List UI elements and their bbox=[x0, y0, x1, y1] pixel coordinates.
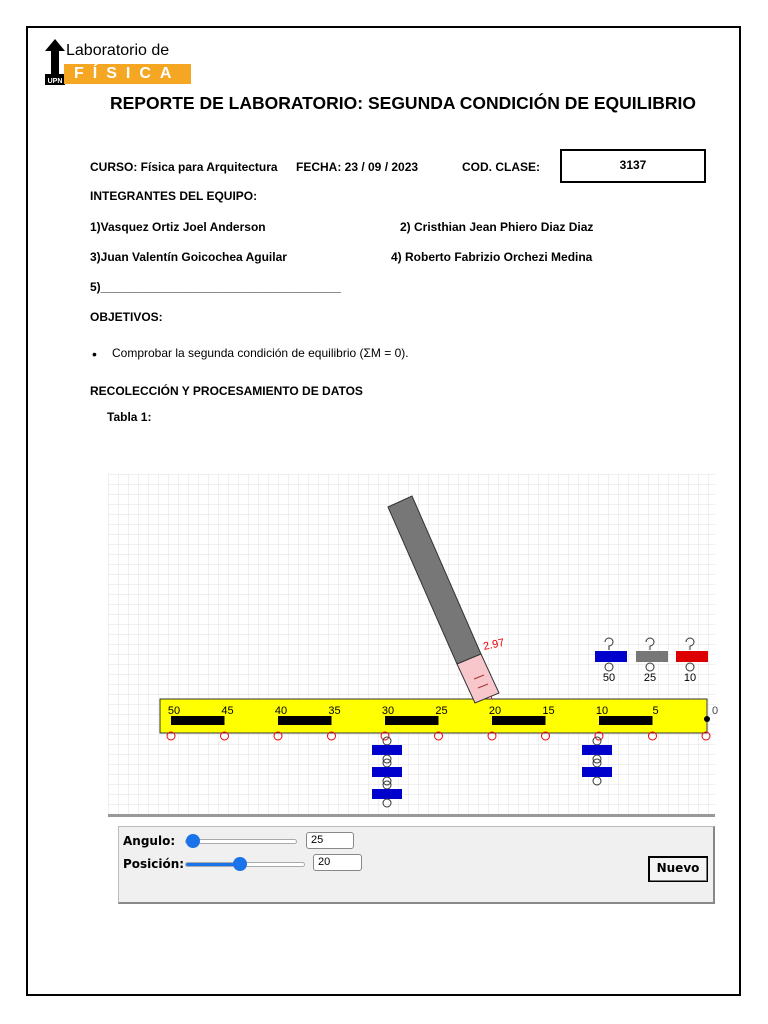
beam-tick-label: 20 bbox=[488, 705, 502, 717]
weight-mass bbox=[372, 745, 402, 755]
beam-segment bbox=[599, 716, 653, 725]
team-member-3: 3)Juan Valentín Goicochea Aguilar bbox=[90, 250, 287, 264]
fecha-text: FECHA: 23 / 09 / 2023 bbox=[296, 160, 419, 174]
bullet-marker: • bbox=[92, 346, 97, 362]
dynamometer-reading: 2.97 bbox=[482, 636, 506, 653]
posicion-input[interactable]: 20 bbox=[313, 854, 362, 871]
beam-tick-label: 10 bbox=[595, 705, 609, 717]
angulo-slider[interactable] bbox=[185, 839, 297, 844]
tabla-label: Tabla 1: bbox=[107, 410, 152, 424]
beam-tick-label: 15 bbox=[542, 705, 555, 717]
beam-segment bbox=[171, 716, 225, 725]
weight-mass bbox=[372, 789, 402, 799]
weight-mass bbox=[582, 767, 612, 777]
legend-mass bbox=[676, 651, 708, 662]
curso-text: CURSO: Física para Arquitectura bbox=[90, 160, 278, 174]
beam-segment bbox=[278, 716, 332, 725]
weight-mass bbox=[582, 745, 612, 755]
beam-pivot bbox=[704, 716, 710, 722]
legend-mass bbox=[595, 651, 627, 662]
legend-label: 50 bbox=[602, 672, 616, 684]
sim-bottom-edge bbox=[108, 814, 715, 817]
beam-tick-label: 5 bbox=[652, 705, 659, 717]
beam-tick-label: 35 bbox=[328, 705, 341, 717]
nuevo-button[interactable]: Nuevo bbox=[648, 856, 708, 882]
controls-panel bbox=[118, 826, 715, 904]
report-title: REPORTE DE LABORATORIO: SEGUNDA CONDICIÓN DE EQUILIBRIO bbox=[110, 93, 696, 113]
beam-segment bbox=[492, 716, 546, 725]
beam-end-label: 0 bbox=[712, 705, 719, 717]
datos-heading: RECOLECCIÓN Y PROCESAMIENTO DE DATOS bbox=[90, 384, 363, 398]
legend-mass bbox=[636, 651, 668, 662]
beam-tick-label: 30 bbox=[381, 705, 395, 717]
cod-clase-label: COD. CLASE: bbox=[462, 160, 540, 174]
team-member-5: 5)____________________________________ bbox=[90, 280, 341, 294]
beam-tick-label: 25 bbox=[435, 705, 448, 717]
beam-tick-label: 40 bbox=[274, 705, 288, 717]
beam-tick-label: 50 bbox=[167, 705, 181, 717]
legend-label: 10 bbox=[683, 672, 697, 684]
legend-label: 25 bbox=[643, 672, 657, 684]
beam-segment bbox=[385, 716, 439, 725]
upn-arrow-icon bbox=[44, 38, 66, 86]
angulo-slider-thumb[interactable] bbox=[186, 834, 200, 848]
posicion-slider-fill bbox=[186, 863, 239, 866]
upn-logo bbox=[44, 38, 204, 88]
team-member-2: 2) Cristhian Jean Phiero Diaz Diaz bbox=[400, 220, 594, 234]
objetivo-item: Comprobar la segunda condición de equilibrio (ΣM = 0). bbox=[112, 346, 409, 360]
logo-fisica-text: FÍSICA bbox=[64, 64, 191, 84]
cod-clase-box: 3137 bbox=[560, 149, 706, 183]
team-heading: INTEGRANTES DEL EQUIPO: bbox=[90, 189, 258, 203]
posicion-slider-thumb[interactable] bbox=[233, 857, 247, 871]
team-member-4: 4) Roberto Fabrizio Orchezi Medina bbox=[391, 250, 593, 264]
posicion-slider[interactable] bbox=[185, 862, 305, 867]
weight-mass bbox=[372, 767, 402, 777]
lever-simulation[interactable] bbox=[108, 474, 719, 816]
objetivos-heading: OBJETIVOS: bbox=[90, 310, 163, 324]
angulo-input[interactable]: 25 bbox=[306, 832, 354, 849]
angulo-label: Angulo: bbox=[123, 834, 176, 848]
svg-text:UPN: UPN bbox=[47, 78, 63, 85]
posicion-label: Posición: bbox=[123, 857, 185, 871]
beam-tick-label: 45 bbox=[221, 705, 234, 717]
logo-lab-text: Laboratorio de bbox=[66, 42, 170, 59]
team-member-1: 1)Vasquez Ortiz Joel Anderson bbox=[90, 220, 266, 234]
